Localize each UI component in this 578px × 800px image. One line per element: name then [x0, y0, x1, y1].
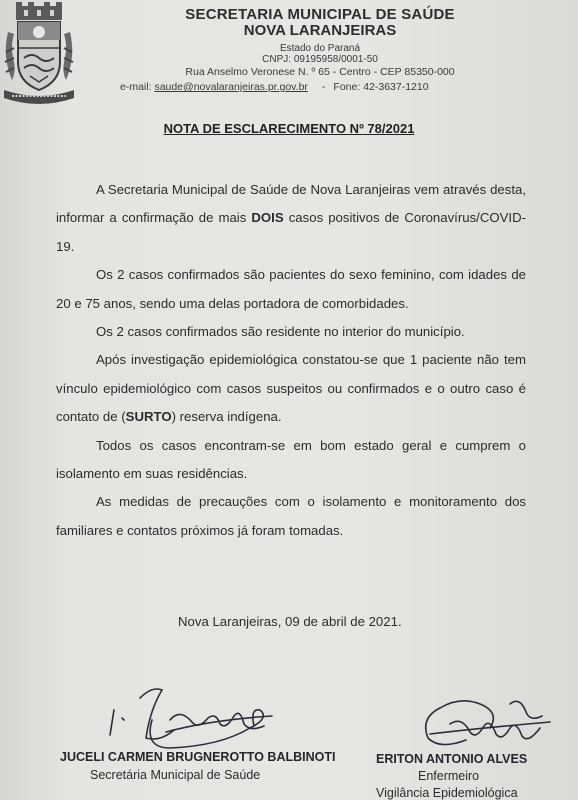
address-line: Rua Anselmo Veronese N. º 65 - Centro - CEP 85350-000 — [185, 66, 455, 78]
paragraph — [56, 176, 526, 261]
paragraph-text: A Secretaria Municipal de Saúde de Nova Laranjeiras vem através desta, informar a confirmação de mais — [56, 182, 526, 226]
contact-separator: - — [321, 81, 326, 93]
institution-title: SECRETARIA MUNICIPAL DE SAÚDE — [185, 6, 455, 23]
paragraph-text: ) reserva indígena. — [171, 409, 282, 425]
signatory-name: JUCELI CARMEN BRUGNEROTTO BALBINOTI — [60, 750, 336, 764]
note-title: NOTA DE ESCLARECIMENTO Nº 78/2021 — [163, 121, 415, 136]
place-and-date: Nova Laranjeiras, 09 de abril de 2021. — [178, 614, 402, 629]
paragraph: As medidas de precauções com o isolamento e monitoramento dos familiares e contatos próximos já foram tomadas. — [56, 494, 526, 538]
signatory-role: Enfermeiro — [418, 769, 480, 783]
email-label: e-mail: — [120, 81, 155, 93]
signatory-department: Vigilância Epidemiológica — [376, 786, 518, 800]
municipal-coat-of-arms-icon — [2, 2, 76, 106]
paragraph-text: casos positivos de Coronavírus/COVID-19. — [56, 210, 526, 254]
note-body — [56, 176, 526, 545]
paragraph-emphasis: DOIS — [251, 210, 284, 226]
signatory-name: ERITON ANTONIO ALVES — [376, 752, 528, 766]
paragraph-text: Após investigação epidemiológica constatou-se que 1 paciente não tem vínculo epidemiológico com casos suspeitos ou confirmados e o outro caso é contato de ( — [56, 352, 526, 425]
paragraph-emphasis: SURTO — [125, 409, 172, 425]
contact-line — [120, 81, 429, 93]
municipality-name: NOVA LARANJEIRAS — [243, 22, 397, 39]
paragraph: Todos os casos encontram-se em bom estado geral e cumprem o isolamento em suas residências. — [56, 437, 526, 482]
paragraph: Os 2 casos confirmados são pacientes do sexo feminino, com idades de 20 e 75 anos, sendo uma delas portadora de comorbidades. — [56, 267, 526, 311]
email-link[interactable]: saude@novalaranjeiras.pr.gov.br — [154, 81, 308, 93]
phone-number: Fone: 42-3637-1210 — [333, 81, 429, 93]
cnpj-line: CNPJ: 09195958/0001-50 — [262, 54, 378, 65]
signatory-role: Secretária Municipal de Saúde — [90, 768, 261, 782]
state-line: Estado do Paraná — [279, 43, 361, 54]
paragraph: Os 2 casos confirmados são residente no interior do município. — [96, 324, 465, 340]
paragraph — [56, 346, 526, 431]
signature-secretary-icon — [100, 680, 290, 760]
signature-nurse-icon — [410, 688, 560, 758]
